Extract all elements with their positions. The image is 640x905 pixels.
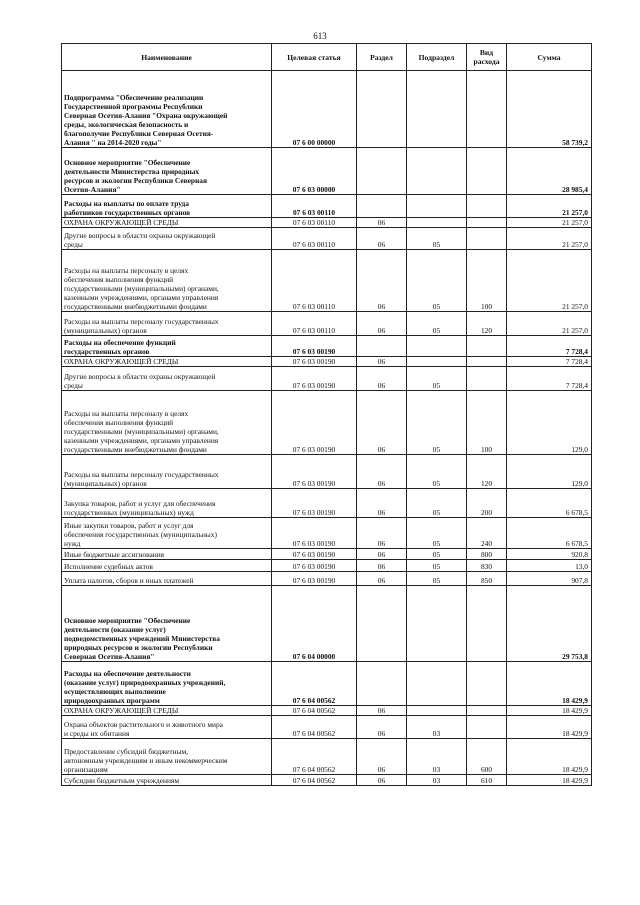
table-row [62, 195, 592, 218]
row-sum: 18 429,9 [507, 706, 592, 716]
row-type: 100 [467, 250, 507, 312]
row-subsection: 03 [407, 739, 467, 775]
row-section: 06 [357, 312, 407, 336]
row-subsection [407, 195, 467, 218]
header-sum: Сумма [507, 44, 592, 71]
row-target: 07 6 04 00000 [272, 586, 357, 662]
row-section: 06 [357, 455, 407, 489]
row-type [467, 706, 507, 716]
row-sum: 58 739,2 [507, 71, 592, 148]
row-sum: 21 257,0 [507, 228, 592, 250]
row-sum: 6 678,5 [507, 489, 592, 518]
row-subsection: 05 [407, 250, 467, 312]
row-target: 07 6 03 00190 [272, 391, 357, 455]
row-type [467, 357, 507, 367]
row-target: 07 6 03 00000 [272, 148, 357, 195]
table-row [62, 228, 592, 250]
row-subsection: 05 [407, 228, 467, 250]
row-name: Исполнение судебных актов [62, 560, 272, 572]
row-target: 07 6 03 00110 [272, 218, 357, 228]
row-target: 07 6 03 00190 [272, 455, 357, 489]
row-type: 200 [467, 489, 507, 518]
row-sum: 907,8 [507, 572, 592, 586]
row-type: 240 [467, 518, 507, 549]
row-subsection [407, 706, 467, 716]
row-name: Основное мероприятие "Обеспечение деятельности Министерства природных ресурсов и экологии Республики Северная Осетия-Алания" [62, 148, 272, 195]
header-type: Вид расхода [467, 44, 507, 71]
row-type: 800 [467, 549, 507, 560]
table-row [62, 391, 592, 455]
row-type: 100 [467, 391, 507, 455]
row-subsection: 05 [407, 312, 467, 336]
row-section: 06 [357, 716, 407, 739]
row-subsection [407, 662, 467, 706]
row-subsection: 03 [407, 716, 467, 739]
table-row [62, 560, 592, 572]
row-sum: 18 429,9 [507, 775, 592, 786]
row-section: 06 [357, 706, 407, 716]
row-name: Основное мероприятие "Обеспечение деятельности (оказание услуг) подведомственных учреждений Министерства природных ресурсов и экологии Республики Северная Осетия-Алания" [62, 586, 272, 662]
row-sum: 920,8 [507, 549, 592, 560]
header-name: Наименование [62, 44, 272, 71]
row-target: 07 6 03 00190 [272, 336, 357, 357]
table-row [62, 572, 592, 586]
row-subsection [407, 357, 467, 367]
row-section: 06 [357, 775, 407, 786]
row-target: 07 6 00 00000 [272, 71, 357, 148]
row-name: Субсидии бюджетным учреждениям [62, 775, 272, 786]
row-section: 06 [357, 518, 407, 549]
budget-table [61, 43, 592, 786]
row-section [357, 662, 407, 706]
row-type [467, 586, 507, 662]
row-name: ОХРАНА ОКРУЖАЮЩЕЙ СРЕДЫ [62, 357, 272, 367]
row-subsection: 05 [407, 572, 467, 586]
row-type: 120 [467, 312, 507, 336]
row-name: Другие вопросы в области охраны окружающей среды [62, 367, 272, 391]
row-type: 850 [467, 572, 507, 586]
row-target: 07 6 03 00190 [272, 572, 357, 586]
row-target: 07 6 03 00190 [272, 367, 357, 391]
row-subsection [407, 71, 467, 148]
row-subsection: 05 [407, 455, 467, 489]
row-sum: 129,0 [507, 455, 592, 489]
row-type: 610 [467, 775, 507, 786]
row-name: Расходы на выплаты персоналу в целях обеспечения выполнения функций государственными (муниципальными) органами, казенными учреждениями, органами управления государственными внебюджетными фондами [62, 391, 272, 455]
row-name: Подпрограмма "Обеспечение реализации Государственной программы Республики Северная Осетия-Алания "Охрана окружающей среды, экологическая безопасность и благополучие Республики Северная Осетия- Алания " на 2014-2020 годы" [62, 71, 272, 148]
row-target: 07 6 03 00110 [272, 195, 357, 218]
row-type: 830 [467, 560, 507, 572]
row-type [467, 195, 507, 218]
row-name: Расходы на обеспечение функций государственных органов [62, 336, 272, 357]
row-section: 06 [357, 367, 407, 391]
row-sum: 7 728,4 [507, 357, 592, 367]
row-sum: 7 728,4 [507, 336, 592, 357]
row-name: Иные бюджетные ассигнования [62, 549, 272, 560]
row-type [467, 228, 507, 250]
row-section [357, 336, 407, 357]
row-target: 07 6 04 00562 [272, 739, 357, 775]
row-name: Расходы на выплаты персоналу государственных (муниципальных) органов [62, 312, 272, 336]
row-target: 07 6 03 00190 [272, 560, 357, 572]
table-row [62, 549, 592, 560]
row-name: Закупка товаров, работ и услуг для обеспечения государственных (муниципальных) нужд [62, 489, 272, 518]
row-section [357, 71, 407, 148]
row-subsection: 05 [407, 391, 467, 455]
row-type [467, 148, 507, 195]
table-row [62, 455, 592, 489]
row-subsection [407, 218, 467, 228]
table-row [62, 148, 592, 195]
table-body [62, 71, 592, 786]
row-type: 120 [467, 455, 507, 489]
row-section: 06 [357, 549, 407, 560]
row-subsection [407, 336, 467, 357]
row-name: ОХРАНА ОКРУЖАЮЩЕЙ СРЕДЫ [62, 218, 272, 228]
table-row [62, 739, 592, 775]
row-target: 07 6 03 00110 [272, 228, 357, 250]
row-section: 06 [357, 218, 407, 228]
row-sum: 7 728,4 [507, 367, 592, 391]
row-target: 07 6 03 00110 [272, 250, 357, 312]
table-row [62, 716, 592, 739]
row-type [467, 716, 507, 739]
row-type: 600 [467, 739, 507, 775]
row-type [467, 218, 507, 228]
table-row [62, 662, 592, 706]
row-target: 07 6 03 00190 [272, 489, 357, 518]
row-name: Расходы на выплаты персоналу в целях обеспечения выполнения функций государственными (муниципальными) органами, казенными учреждениями, органами управления государственными внебюджетными фондами [62, 250, 272, 312]
row-name: ОХРАНА ОКРУЖАЮЩЕЙ СРЕДЫ [62, 706, 272, 716]
page-number: 613 [313, 31, 327, 41]
row-subsection: 05 [407, 489, 467, 518]
row-name: Уплата налогов, сборов и иных платежей [62, 572, 272, 586]
row-sum: 28 985,4 [507, 148, 592, 195]
table-header-row [62, 44, 592, 71]
row-target: 07 6 03 00190 [272, 357, 357, 367]
header-section: Раздел [357, 44, 407, 71]
row-section: 06 [357, 391, 407, 455]
row-name: Расходы на выплаты по оплате труда работников государственных органов [62, 195, 272, 218]
row-sum: 18 429,9 [507, 662, 592, 706]
row-sum: 18 429,9 [507, 739, 592, 775]
table-row [62, 250, 592, 312]
row-name: Иные закупки товаров, работ и услуг для обеспечения государственных (муниципальных) нужд [62, 518, 272, 549]
row-section: 06 [357, 572, 407, 586]
row-subsection [407, 586, 467, 662]
row-sum: 6 678,5 [507, 518, 592, 549]
row-section: 06 [357, 560, 407, 572]
table-row [62, 336, 592, 357]
row-subsection: 05 [407, 549, 467, 560]
row-target: 07 6 04 00562 [272, 662, 357, 706]
row-sum: 21 257,0 [507, 312, 592, 336]
table-row [62, 367, 592, 391]
row-target: 07 6 03 00190 [272, 549, 357, 560]
table-row [62, 357, 592, 367]
row-subsection [407, 148, 467, 195]
row-subsection: 03 [407, 775, 467, 786]
row-name: Предоставление субсидий бюджетным, автономным учреждениям и иным некоммерческим организациям [62, 739, 272, 775]
table-row [62, 218, 592, 228]
table-row [62, 312, 592, 336]
row-section: 06 [357, 739, 407, 775]
row-sum: 129,0 [507, 391, 592, 455]
row-subsection: 05 [407, 560, 467, 572]
row-section: 06 [357, 357, 407, 367]
table-row [62, 71, 592, 148]
row-name: Другие вопросы в области охраны окружающей среды [62, 228, 272, 250]
row-subsection: 05 [407, 518, 467, 549]
table-row [62, 775, 592, 786]
row-section [357, 195, 407, 218]
row-target: 07 6 03 00110 [272, 312, 357, 336]
row-target: 07 6 04 00562 [272, 775, 357, 786]
row-target: 07 6 04 00562 [272, 706, 357, 716]
row-section [357, 148, 407, 195]
table-row [62, 586, 592, 662]
row-section: 06 [357, 250, 407, 312]
header-subsection: Подраздел [407, 44, 467, 71]
header-target: Целевая статья [272, 44, 357, 71]
row-name: Расходы на обеспечение деятельности (оказание услуг) природоохранных учреждений, осуществляющих выполнение природоохранных программ [62, 662, 272, 706]
row-type [467, 662, 507, 706]
row-target: 07 6 04 00562 [272, 716, 357, 739]
row-subsection: 05 [407, 367, 467, 391]
row-sum: 21 257,0 [507, 250, 592, 312]
table-row [62, 518, 592, 549]
row-target: 07 6 03 00190 [272, 518, 357, 549]
row-type [467, 367, 507, 391]
row-sum: 29 753,8 [507, 586, 592, 662]
row-sum: 21 257,0 [507, 195, 592, 218]
row-sum: 18 429,9 [507, 716, 592, 739]
row-section: 06 [357, 228, 407, 250]
table-row [62, 706, 592, 716]
row-name: Расходы на выплаты персоналу государственных (муниципальных) органов [62, 455, 272, 489]
row-type [467, 336, 507, 357]
table-row [62, 489, 592, 518]
row-type [467, 71, 507, 148]
row-section: 06 [357, 489, 407, 518]
row-sum: 21 257,0 [507, 218, 592, 228]
row-name: Охрана объектов растительного и животного мира и среды их обитания [62, 716, 272, 739]
row-sum: 13,0 [507, 560, 592, 572]
row-section [357, 586, 407, 662]
